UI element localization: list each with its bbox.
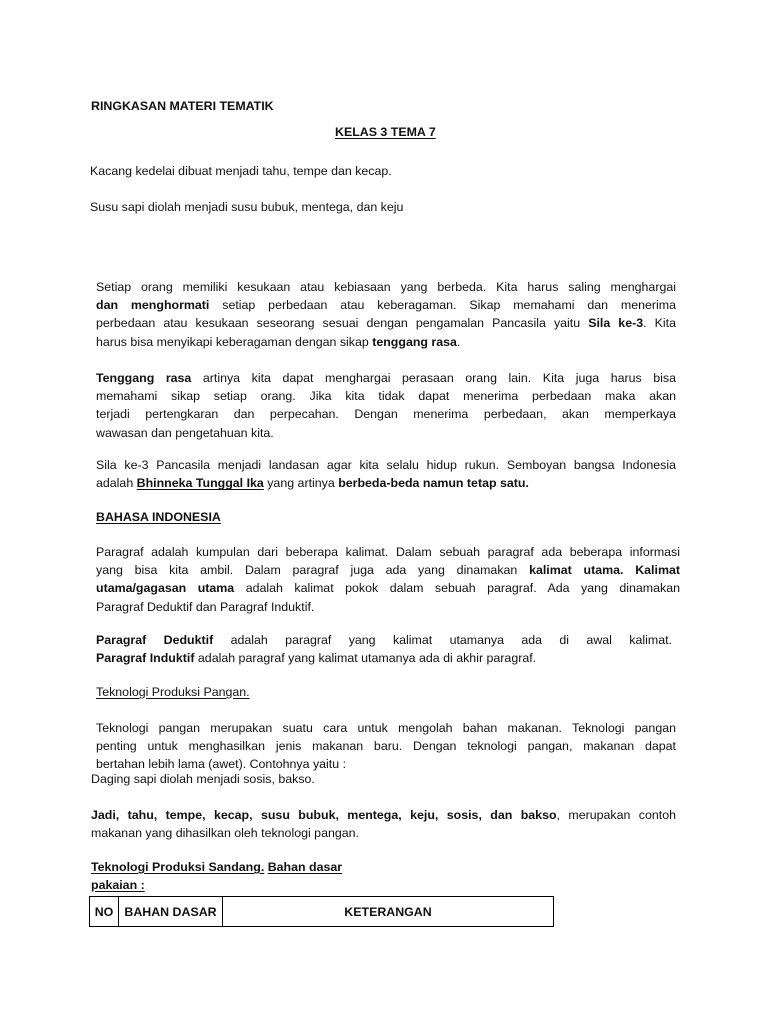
- pangan-example: Daging sapi diolah menjadi sosis, bakso.: [91, 772, 315, 786]
- bahasa-paragraph-2: [96, 631, 672, 667]
- table-header-no: NO: [90, 897, 119, 927]
- bold-term: Paragraf Deduktif: [96, 633, 214, 647]
- pangan-p1-line-1: Teknologi pangan merupakan suatu cara untuk mengolah bahan makanan. Teknologi pangan: [96, 721, 676, 735]
- bold-underlined-term: Bhinneka Tunggal Ika: [136, 476, 264, 491]
- bahasa-p1-line-1: Paragraf adalah kumpulan dari beberapa kalimat. Dalam sebuah paragraf ada beberapa informasi: [96, 545, 680, 559]
- bahasa-paragraph-1: [96, 543, 680, 616]
- pkn-p3-line-2: adalah Bhinneka Tunggal Ika yang artinya berbeda-beda namun tetap satu.: [96, 476, 529, 491]
- pangan-p2-line-1: Jadi, tahu, tempe, kecap, susu bubuk, mentega, keju, sosis, dan bakso, merupakan contoh: [91, 808, 676, 822]
- pkn-p1-line-1: Setiap orang memiliki kesukaan atau kebiasaan yang berbeda. Kita harus saling menghargai: [96, 280, 676, 294]
- intro-line-1: Kacang kedelai dibuat menjadi tahu, tempe dan kecap.: [90, 164, 392, 178]
- pangan-p1-line-3: bertahan lebih lama (awet). Contohnya yaitu :: [96, 757, 347, 772]
- section-heading-bahasa: BAHASA INDONESIA: [96, 510, 221, 524]
- bold-term: Jadi, tahu, tempe, kecap, susu bubuk, mentega, keju, sosis, dan bakso: [91, 808, 557, 822]
- pkn-p1-line-4: harus bisa menyikapi keberagaman dengan sikap tenggang rasa.: [96, 334, 461, 349]
- pangan-paragraph-2: [91, 806, 676, 842]
- pkn-p2-line-1: Tenggang rasa artinya kita dapat menghargai perasaan orang lain. Kita juga harus bisa: [96, 371, 676, 385]
- bold-term: dan menghormati: [96, 298, 210, 313]
- document-subtitle: KELAS 3 TEMA 7: [335, 125, 436, 139]
- pkn-p2-line-3: terjadi pertengkaran dan perpecahan. Dengan menerima perbedaan, akan memperkaya: [96, 407, 676, 422]
- pkn-p3-line-1: Sila ke-3 Pancasila menjadi landasan agar kita selalu hidup rukun. Semboyan bangsa Indonesia: [96, 458, 676, 472]
- bahan-dasar-table: [89, 896, 554, 927]
- pkn-p1-line-2: dan menghormati setiap perbedaan atau keberagaman. Sikap memahami dan menerima: [96, 298, 677, 313]
- bold-term: Paragraf Induktif: [96, 651, 195, 666]
- table-header-row: [90, 897, 554, 927]
- bold-term: utama/gagasan utama: [96, 581, 235, 596]
- pangan-p1-line-2: penting untuk menghasilkan jenis makanan baru. Dengan teknologi pangan, makanan dapat: [96, 739, 676, 754]
- pkn-p2-line-4: wawasan dan pengetahuan kita.: [96, 425, 274, 440]
- bold-term: tenggang rasa: [372, 334, 457, 349]
- bahasa-p1-line-4: Paragraf Deduktif dan Paragraf Induktif.: [96, 599, 315, 614]
- pkn-paragraph-3: [96, 456, 676, 492]
- pangan-p2-line-2: makanan yang dihasilkan oleh teknologi pangan.: [91, 826, 359, 841]
- bold-term: berbeda-beda namun tetap satu.: [338, 476, 529, 491]
- bold-term: Tenggang rasa: [96, 371, 192, 385]
- bahasa-p2-line-1: Paragraf Deduktif adalah paragraf yang kalimat utamanya ada di awal kalimat.: [96, 633, 672, 647]
- section-heading-pangan: Teknologi Produksi Pangan.: [96, 685, 250, 699]
- pkn-p1-line-3: perbedaan atau kesukaan seseorang sesuai dengan pengamalan Pancasila yaitu Sila ke-3. Kita: [96, 316, 676, 331]
- pkn-paragraph-1: [96, 278, 676, 351]
- document-title: RINGKASAN MATERI TEMATIK: [91, 99, 274, 113]
- bahasa-p1-line-2: yang bisa kita ambil. Dalam paragraf juga ada yang dinamakan kalimat utama. Kalimat: [96, 563, 680, 578]
- bold-term: Sila ke-3: [588, 316, 644, 331]
- pkn-p2-line-2: memahami sikap setiap orang. Jika kita tidak dapat menerima perbedaan maka akan: [96, 389, 676, 404]
- table-header-keterangan: KETERANGAN: [223, 897, 554, 927]
- sandang-subheading: pakaian :: [91, 878, 145, 892]
- table-header-bahan-dasar: BAHAN DASAR: [119, 897, 223, 927]
- pkn-paragraph-2: [96, 369, 676, 442]
- section-heading-sandang: Teknologi Produksi Sandang. Bahan dasar: [91, 860, 343, 874]
- bold-term: kalimat utama. Kalimat: [529, 563, 680, 578]
- bahasa-p1-line-3: utama/gagasan utama adalah kalimat pokok dalam sebuah paragraf. Ada yang dinamakan: [96, 581, 680, 596]
- pangan-paragraph-1: [96, 719, 676, 774]
- intro-line-2: Susu sapi diolah menjadi susu bubuk, mentega, dan keju: [90, 200, 404, 214]
- bahasa-p2-line-2: Paragraf Induktif adalah paragraf yang kalimat utamanya ada di akhir paragraf.: [96, 651, 537, 666]
